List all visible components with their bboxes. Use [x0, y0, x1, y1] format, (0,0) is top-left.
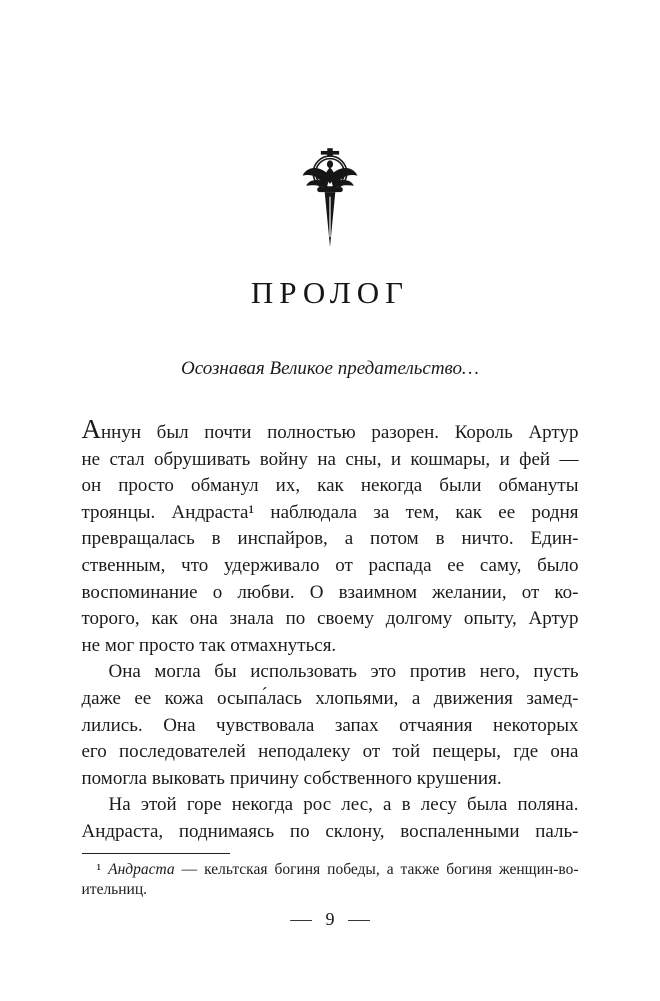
page-number: 9: [325, 908, 335, 929]
epigraph: Осознавая Великое предательство…: [181, 358, 479, 379]
chapter-title: ПРОЛОГ: [250, 275, 410, 310]
text-line: Аннун был почти полностью разорен. Король Артур: [81, 414, 579, 444]
text-line: не мог просто так отмахнуться.: [81, 634, 337, 656]
text-line: его последователей неподалеку от той пещеры, где она: [81, 741, 579, 763]
drop-cap: А: [81, 414, 101, 444]
footnote-text: — кельтская богиня победы, а также богиня женщин-во-: [174, 860, 579, 878]
text-line: превращалась в инспайров, а потом в ничто. Един-: [81, 528, 579, 550]
footnote: [82, 860, 579, 901]
footnote-line: [82, 880, 579, 901]
text-line: Она могла бы использовать это против него, пусть: [108, 661, 579, 683]
text-line: На этой горе некогда рос лес, а в лесу была поляна.: [108, 794, 579, 816]
footnote-line: [82, 860, 579, 881]
body-text: [82, 416, 579, 846]
footnote-term: Андраста: [108, 860, 175, 878]
footer-dash-right: —: [348, 908, 370, 929]
footnote-text: ¹: [96, 860, 109, 878]
dagger-ornament-icon: [298, 148, 362, 249]
text-line: ственным, что удерживало от распада ее саму, было: [81, 554, 579, 576]
text-line: помогла выковать причину собственного крушения.: [81, 767, 502, 789]
footer-dash-left: —: [290, 908, 312, 929]
text-line: Андраста, поднимаясь по склону, воспаленными паль-: [81, 820, 579, 842]
text-line: троянцы. Андраста¹ наблюдала за тем, как ее родня: [81, 501, 579, 523]
text-line: он просто обманул их, как некогда были обмануты: [81, 475, 579, 497]
text-block: [82, 275, 579, 930]
text-line: не стал обрушивать войну на сны, и кошмары, и фей —: [81, 448, 579, 470]
page-footer: [82, 909, 579, 930]
footnote-divider: [82, 853, 230, 854]
text-line: лились. Она чувствовала запах отчаяния некоторых: [81, 714, 579, 736]
footnote-text: ительниц.: [81, 881, 148, 898]
text-line: даже ее кожа осыпа́лась хлопьями, а движения замед-: [81, 687, 579, 709]
text-line: воспоминание о любви. О взаимном желании, от ко-: [81, 581, 579, 603]
text-line: торого, как она знала по своему долгому опыту, Артур: [81, 608, 579, 630]
